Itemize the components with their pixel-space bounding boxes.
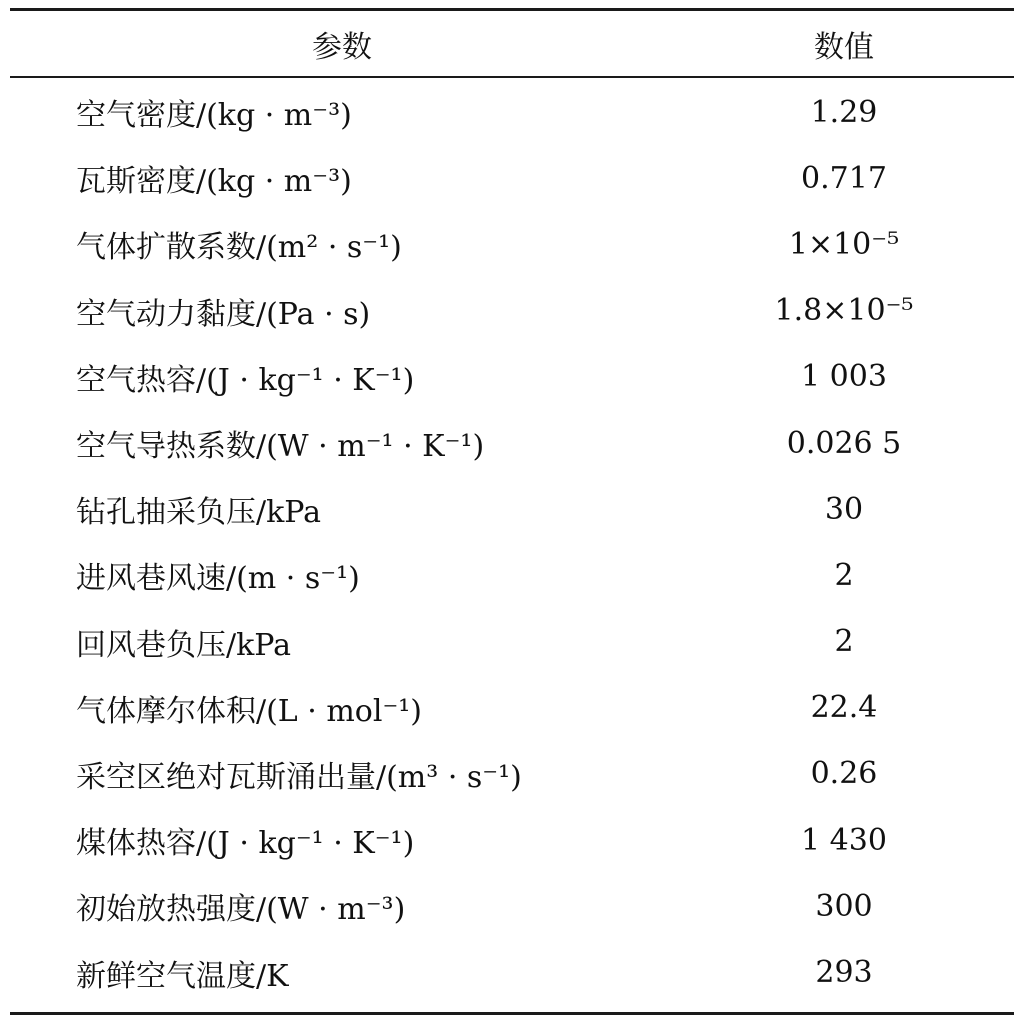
header-value: 数值: [814, 29, 874, 65]
parameter-cell: 瓦斯密度/(kg · m⁻³): [76, 164, 352, 200]
parameter-cell: 气体扩散系数/(m² · s⁻¹): [76, 230, 402, 266]
parameter-cell: 初始放热强度/(W · m⁻³): [76, 892, 406, 928]
parameter-cell: 煤体热容/(J · kg⁻¹ · K⁻¹): [76, 826, 415, 862]
table-row: [10, 79, 1014, 145]
table-row: [10, 542, 1014, 608]
value-cell: 1.8×10⁻⁵: [774, 293, 914, 329]
parameter-cell: 新鲜空气温度/K: [76, 958, 289, 994]
parameter-cell: 钻孔抽采负压/kPa: [76, 495, 322, 531]
parameter-cell: 空气热容/(J · kg⁻¹ · K⁻¹): [76, 362, 415, 398]
value-cell: 300: [815, 888, 873, 924]
parameter-cell: 回风巷负压/kPa: [76, 627, 292, 663]
table-row: [10, 410, 1014, 476]
value-cell: 1 003: [801, 359, 887, 395]
table-body: [10, 78, 1014, 1006]
table-row: [10, 344, 1014, 410]
table-row: [10, 741, 1014, 807]
value-cell: 30: [824, 491, 864, 527]
table-row: [10, 145, 1014, 211]
header-parameter: 参数: [312, 29, 372, 65]
table-row: [10, 609, 1014, 675]
table-row: [10, 211, 1014, 277]
value-cell: 293: [815, 955, 873, 991]
parameter-cell: 采空区绝对瓦斯涌出量/(m³ · s⁻¹): [76, 759, 522, 795]
table-row: [10, 476, 1014, 542]
value-cell: 0.026 5: [786, 425, 902, 461]
value-cell: 1 430: [801, 822, 887, 858]
value-cell: 1.29: [810, 94, 878, 130]
value-cell: 1×10⁻⁵: [788, 226, 900, 262]
bottom-rule: [10, 1012, 1014, 1015]
value-cell: 2: [834, 624, 854, 660]
value-cell: 22.4: [810, 690, 878, 726]
table-header-row: [10, 11, 1014, 76]
table-row: [10, 873, 1014, 939]
table-row: [10, 939, 1014, 1005]
value-cell: 0.26: [810, 756, 878, 792]
parameter-cell: 空气动力黏度/(Pa · s): [76, 296, 371, 332]
table-row: [10, 675, 1014, 741]
parameter-cell: 进风巷风速/(m · s⁻¹): [76, 561, 360, 597]
parameter-cell: 空气密度/(kg · m⁻³): [76, 98, 352, 134]
parameter-cell: 气体摩尔体积/(L · mol⁻¹): [76, 693, 423, 729]
value-cell: 0.717: [801, 160, 887, 196]
parameter-cell: 空气导热系数/(W · m⁻¹ · K⁻¹): [76, 429, 485, 465]
table-row: [10, 807, 1014, 873]
table-row: [10, 278, 1014, 344]
parameter-table: [10, 8, 1014, 1015]
value-cell: 2: [834, 557, 854, 593]
